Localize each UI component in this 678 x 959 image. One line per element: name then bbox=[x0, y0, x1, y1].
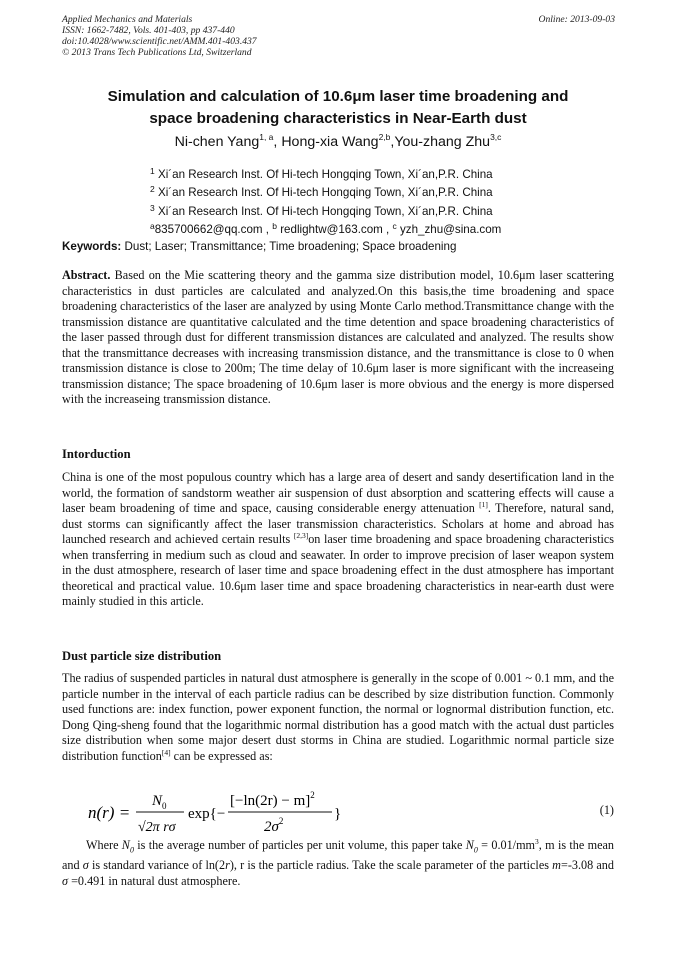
where-text: is standard variance of ln(2 bbox=[88, 857, 226, 872]
aff-sup: 3 bbox=[150, 202, 155, 213]
author-sep: , bbox=[273, 134, 282, 150]
eq-lhs: n(r) = bbox=[88, 803, 131, 822]
where-text: is the average number of particles per unit volume, this paper take bbox=[133, 838, 466, 852]
dust-text: can be expressed as: bbox=[170, 748, 273, 763]
citation: [2,3] bbox=[293, 531, 309, 541]
abstract-text: Based on the Mie scattering theory and the gamma size distribution model, 10.6μm laser scattering characteristics in dust particles are calculated and analyzed.On this basis,the time broadening and space broadening characteristics of the laser are analyzed by using Monte Carlo method.Transmittance change with the transmission distance are quantitative calculated and the time detention and space broadening characteristics of the laser passed through dust for different transmission distances are calculated and analyzed. The results show that the transmittance decreases with increasing transmission distance, and the transmittance is close to 0 when transmission distance is close to 200m; The time delay of 10.6μm laser is more significant with the increaseing transmission distance; The space broadening of 10.6μm laser is more obvious and the energy is more dispersed with the increaseing transmission distance. bbox=[62, 268, 614, 407]
eq-denominator: √2π rσ bbox=[138, 820, 176, 835]
journal-name: Applied Mechanics and Materials bbox=[62, 14, 193, 25]
email: yzh_zhu@sina.com bbox=[396, 223, 502, 237]
keywords bbox=[62, 240, 614, 253]
emails bbox=[150, 219, 550, 237]
symbol: σ bbox=[62, 873, 69, 888]
intro-text: China is one of the most populous country which has a large area of desert and sandy desertification land in the world, the formation of sandstorm weather air suspension of dust absorption and scattering effects will cause a laser beam broadening of time and space, causing considerable energy attenuation bbox=[62, 470, 614, 516]
journal-header bbox=[62, 14, 257, 58]
symbol-sup: 3 bbox=[535, 837, 539, 846]
citation: [4] bbox=[161, 747, 171, 757]
online-date: Online: 2013-09-03 bbox=[538, 14, 615, 25]
affiliation bbox=[150, 164, 550, 182]
where-text: Where bbox=[86, 838, 122, 852]
affiliation bbox=[150, 182, 550, 200]
eq-inner-numerator: $[-\ln(2r) - m]^2$ bbox=[230, 790, 315, 809]
author-name: Hong-xia Wang bbox=[281, 134, 379, 150]
aff-sup: 1 bbox=[150, 166, 155, 176]
symbol: N bbox=[121, 838, 130, 852]
where-text: =-3.08 and bbox=[560, 857, 614, 872]
email-sup: c bbox=[392, 221, 397, 232]
author-sup: 3,c bbox=[490, 132, 502, 142]
aff-text: Xi´an Research Inst. Of Hi-tech Hongqing Town, Xi´an,P.R. China bbox=[154, 186, 493, 200]
aff-text: Xi´an Research Inst. Of Hi-tech Hongqing Town, Xi´an,P.R. China bbox=[154, 168, 493, 181]
equation-number: (1) bbox=[599, 803, 614, 817]
equation-1 bbox=[88, 790, 614, 836]
author-name: You-zhang Zhu bbox=[394, 134, 491, 150]
affiliation bbox=[150, 201, 550, 219]
intro-text: . Therefore, natural sand, dust storms can significantly affect the laser transmission characteristics. Scholars at home and abroad has launched research and achieved certain results bbox=[62, 501, 614, 547]
aff-text: Xi´an Research Inst. Of Hi-tech Hongqing Town, Xi´an,P.R. China bbox=[154, 204, 493, 218]
title-line-2: space broadening characteristics in Near-Earth dust bbox=[149, 110, 527, 127]
author-name: Ni-chen Yang bbox=[174, 134, 260, 150]
citation: [1] bbox=[479, 500, 488, 510]
aff-sup: 2 bbox=[150, 184, 155, 195]
where-text: ), r is the particle radius. Take the scale parameter of the particles bbox=[229, 857, 553, 872]
title-line-1: Simulation and calculation of 10.6μm laser time broadening and bbox=[107, 88, 569, 105]
email-sep: , bbox=[382, 223, 393, 237]
author-list bbox=[62, 132, 614, 150]
intro-heading: Intorduction bbox=[62, 447, 131, 461]
eq-numerator: $N_0$ bbox=[152, 793, 167, 811]
email: redlightw@163.com bbox=[276, 223, 383, 237]
symbol: σ bbox=[82, 857, 89, 872]
where-text: =0.491 in natural dust atmosphere. bbox=[68, 873, 241, 888]
paper-title bbox=[62, 86, 614, 130]
email-sep: , bbox=[262, 223, 273, 237]
email: 835700662@qq.com bbox=[154, 223, 263, 237]
email-sup: b bbox=[272, 221, 277, 232]
affiliations bbox=[150, 164, 550, 238]
author-sep: , bbox=[390, 134, 395, 150]
dust-paragraph bbox=[62, 671, 614, 764]
journal-copyright: © 2013 Trans Tech Publications Ltd, Switzerland bbox=[62, 47, 252, 58]
symbol: r bbox=[225, 857, 230, 872]
abstract bbox=[62, 268, 614, 408]
journal-issn: ISSN: 1662-7482, Vols. 401-403, pp 437-440 bbox=[62, 25, 235, 36]
symbol: m bbox=[552, 857, 561, 872]
where-text: = 0.01/mm bbox=[477, 838, 536, 852]
intro-text: on laser time broadening and space broadening characteristics when transferring in medium such as cloud and seawater. In order to improve precision of laser weapon system in the dust atmosphere, research of laser time and space broadening effect in the dust atmosphere has important theoretical and practical value. 10.6μm laser time and space broadening characteristics in near-earth dust were mainly studied in this article. bbox=[62, 532, 614, 609]
author-sup: 2,b bbox=[378, 132, 391, 142]
keywords-text: Dust; Laser; Transmittance; Time broadening; Space broadening bbox=[121, 240, 457, 253]
symbol-sub: 0 bbox=[129, 845, 134, 855]
symbol-sub: 0 bbox=[473, 845, 478, 855]
email-sup: a bbox=[150, 221, 155, 232]
where-text: , m is the mean and bbox=[62, 838, 614, 872]
author-sup: 1, a bbox=[259, 132, 274, 142]
abstract-label: Abstract. bbox=[62, 268, 111, 282]
journal-doi: doi:10.4028/www.scientific.net/AMM.401-403.437 bbox=[62, 36, 257, 47]
where-paragraph bbox=[62, 838, 614, 889]
eq-inner-denominator: $2\sigma^2$ bbox=[264, 816, 284, 835]
symbol: N bbox=[465, 838, 474, 852]
eq-close-brace: } bbox=[334, 806, 342, 822]
dust-heading: Dust particle size distribution bbox=[62, 649, 222, 663]
keywords-label: Keywords: bbox=[62, 240, 122, 253]
intro-paragraph bbox=[62, 470, 614, 610]
dust-text: The radius of suspended particles in natural dust atmosphere is generally in the scope of 0.001 ~ 0.1 mm, and the particle number in the interval of each particle radius can be described by size distribution function. Commonly used functions are: index function, power exponent function, the normal or lognormal distribution function, etc. Dong Qing-sheng found that the logarithmic normal distribution has a good match with the actual dust particles size distribution when some major desert dust storms in China are studied. Logarithmic normal particle size distribution function bbox=[62, 671, 614, 763]
eq-exp: exp{− bbox=[188, 806, 226, 822]
